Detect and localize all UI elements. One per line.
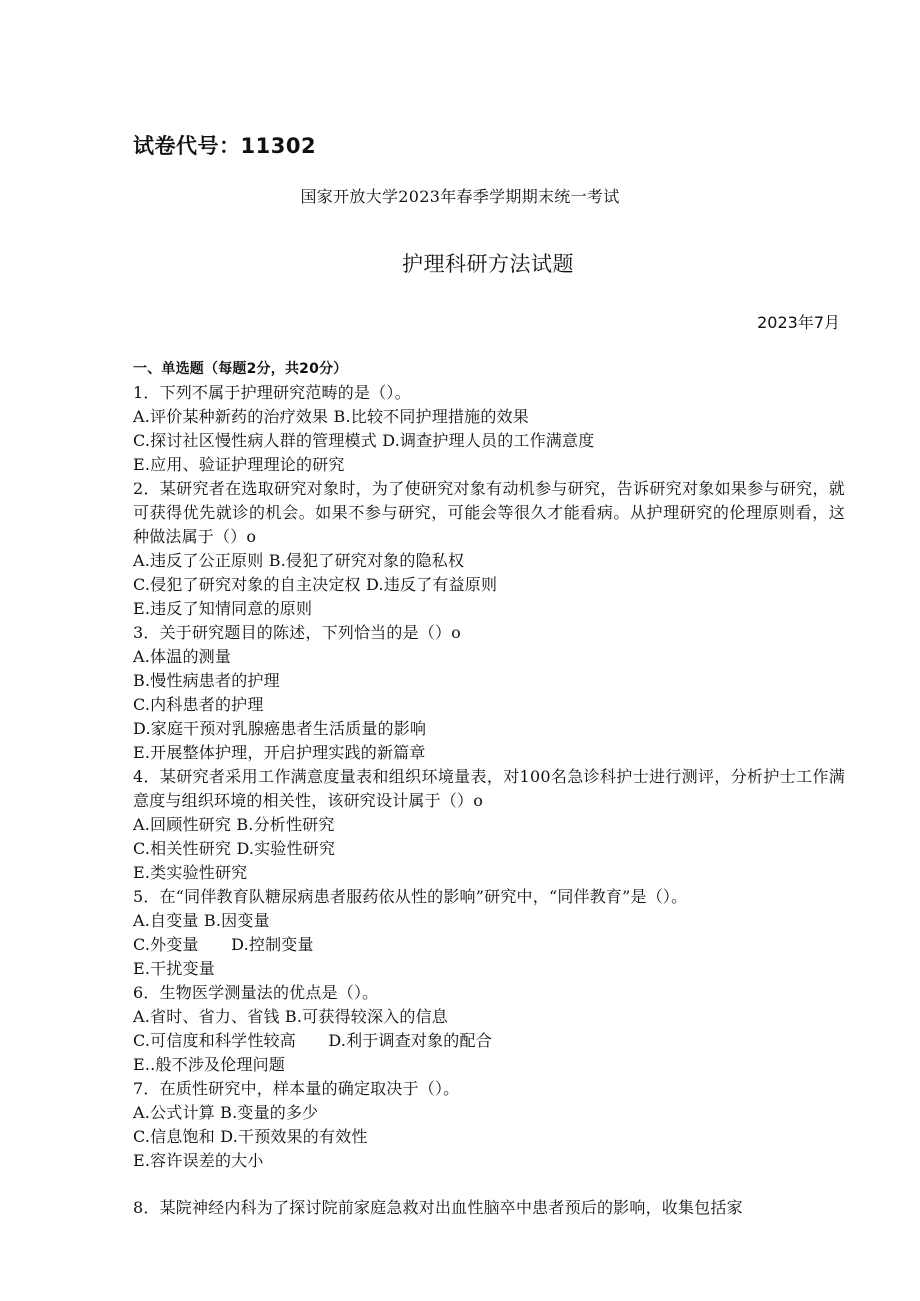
option-line: E.类实验性研究 xyxy=(133,863,248,882)
option-line: E.开展整体护理，开启护理实践的新篇章 xyxy=(133,743,426,762)
question-2 xyxy=(133,477,845,621)
question-6 xyxy=(133,981,845,1077)
question-stem: 5．在“同伴教育队糖尿病患者服药依从性的影响”研究中，“同伴教育”是（）。 xyxy=(133,887,688,906)
option-line: B.慢性病患者的护理 xyxy=(133,671,280,690)
option-line: E..般不涉及伦理问题 xyxy=(133,1055,286,1074)
question-stem: 3．关于研究题目的陈述，下列恰当的是（）o xyxy=(133,623,462,642)
option-line: A.自变量 B.因变量 xyxy=(133,911,270,930)
option-line: E.应用、验证护理理论的研究 xyxy=(133,455,345,474)
question-stem: 1．下列不属于护理研究范畴的是（）。 xyxy=(133,383,411,402)
option-line: C.侵犯了研究对象的自主决定权 D.违反了有益原则 xyxy=(133,575,498,594)
question-stem: 8．某院神经内科为了探讨院前家庭急救对出血性脑卒中患者预后的影响，收集包括家 xyxy=(133,1198,743,1217)
option-line: C.相关性研究 D.实验性研究 xyxy=(133,839,336,858)
option-line: C.内科患者的护理 xyxy=(133,695,264,714)
question-1 xyxy=(133,381,845,477)
question-stem: 7．在质性研究中，样本量的确定取决于（）。 xyxy=(133,1079,460,1098)
option-line: A.评价某种新药的治疗效果 B.比较不同护理措施的效果 xyxy=(133,407,529,426)
subject-title: 护理科研方法试题 xyxy=(402,252,574,276)
option-line: A.省时、省力、省钱 B.可获得较深入的信息 xyxy=(133,1007,448,1026)
question-stem: 6．生物医学测量法的优点是（）。 xyxy=(133,983,379,1002)
question-list xyxy=(133,357,845,1220)
option-line: D.家庭干预对乳腺癌患者生活质量的影响 xyxy=(133,719,427,738)
question-stem: 2．某研究者在选取研究对象时，为了使研究对象有动机参与研究，告诉研究对象如果参与研究，就可获得优先就诊的机会。如果不参与研究，可能会等很久才能看病。从护理研究的伦理原则看，这种做法属于（）o xyxy=(133,479,845,546)
exam-code: 试卷代号：11302 xyxy=(133,134,317,158)
option-line: A.违反了公正原则 B.侵犯了研究对象的隐私权 xyxy=(133,551,465,570)
question-5 xyxy=(133,885,845,981)
exam-title: 国家开放大学2023年春季学期期末统一考试 xyxy=(300,187,620,206)
option-line: A.体温的测量 xyxy=(133,647,232,666)
question-stem: 4．某研究者采用工作满意度量表和组织环境量表，对100名急诊科护士进行测评，分析护士工作满意度与组织环境的相关性，该研究设计属于（）o xyxy=(133,767,845,810)
option-line: E.违反了知情同意的原则 xyxy=(133,599,313,618)
option-line: A.公式计算 B.变量的多少 xyxy=(133,1103,319,1122)
option-line: C.探讨社区慢性病人群的管理模式 D.调查护理人员的工作满意度 xyxy=(133,431,595,450)
exam-date: 2023年7月 xyxy=(757,313,840,332)
question-8 xyxy=(133,1196,845,1220)
option-line: E.干扰变量 xyxy=(133,959,215,978)
section-heading: 一、单选题（每题2分，共20分） xyxy=(133,361,348,377)
question-4 xyxy=(133,765,845,885)
option-line: C.可信度和科学性较高 D.利于调查对象的配合 xyxy=(133,1031,492,1050)
question-3 xyxy=(133,621,845,765)
option-line: C.外变量 D.控制变量 xyxy=(133,935,314,954)
option-line: A.回顾性研究 B.分析性研究 xyxy=(133,815,335,834)
question-7 xyxy=(133,1077,845,1173)
option-line: E.容许误差的大小 xyxy=(133,1151,264,1170)
option-line: C.信息饱和 D.干预效果的有效性 xyxy=(133,1127,368,1146)
